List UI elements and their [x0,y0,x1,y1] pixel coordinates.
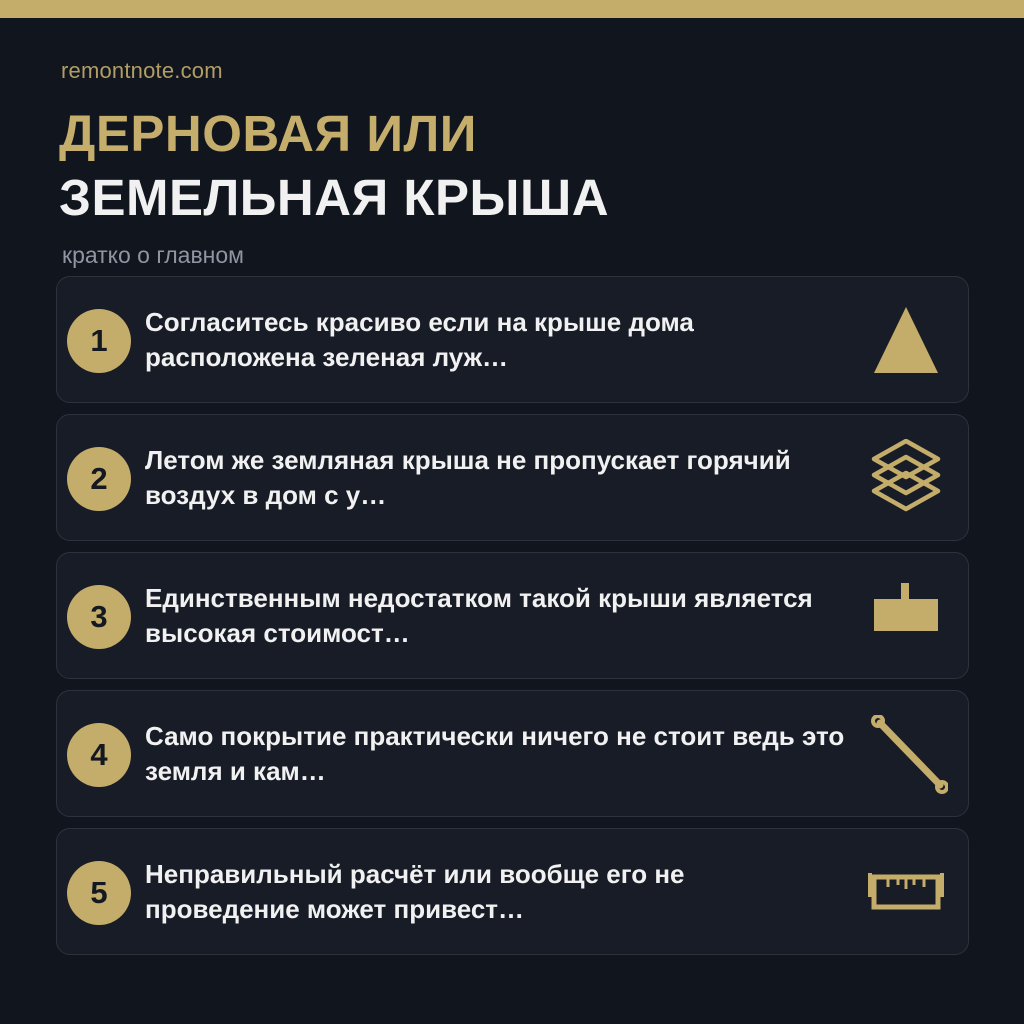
card-text: Само покрытие практически ничего не стоит ведь это земля и кам… [145,721,845,786]
triangle-icon [864,301,948,381]
card-number-badge: 4 [67,723,131,787]
top-accent-bar [0,0,1024,18]
page-title-line2: ЗЕМЕЛЬНАЯ КРЫША [59,169,610,226]
site-name: remontnote.com [61,58,223,83]
page-title-line1: ДЕРНОВАЯ ИЛИ [59,105,477,162]
ruler-icon [864,853,948,933]
info-card-list [56,276,969,966]
card-number-badge: 1 [67,309,131,373]
info-card-3 [56,552,969,679]
layers-icon [864,439,948,519]
card-number-badge: 2 [67,447,131,511]
info-card-5 [56,828,969,955]
info-card-2 [56,414,969,541]
card-number-badge: 3 [67,585,131,649]
card-text: Единственным недостатком такой крыши является высокая стоимост… [145,583,813,648]
foundation-icon [864,577,948,657]
wrench-icon [864,715,948,795]
page-subtitle: кратко о главном [62,242,244,268]
info-card-4 [56,690,969,817]
card-text: Летом же земляная крыша не пропускает горячий воздух в дом с у… [145,445,791,510]
card-number-badge: 5 [67,861,131,925]
card-text: Согласитесь красиво если на крыше дома расположена зеленая луж… [145,307,694,372]
card-text: Неправильный расчёт или вообще его не проведение может привест… [145,859,685,924]
info-card-1 [56,276,969,403]
